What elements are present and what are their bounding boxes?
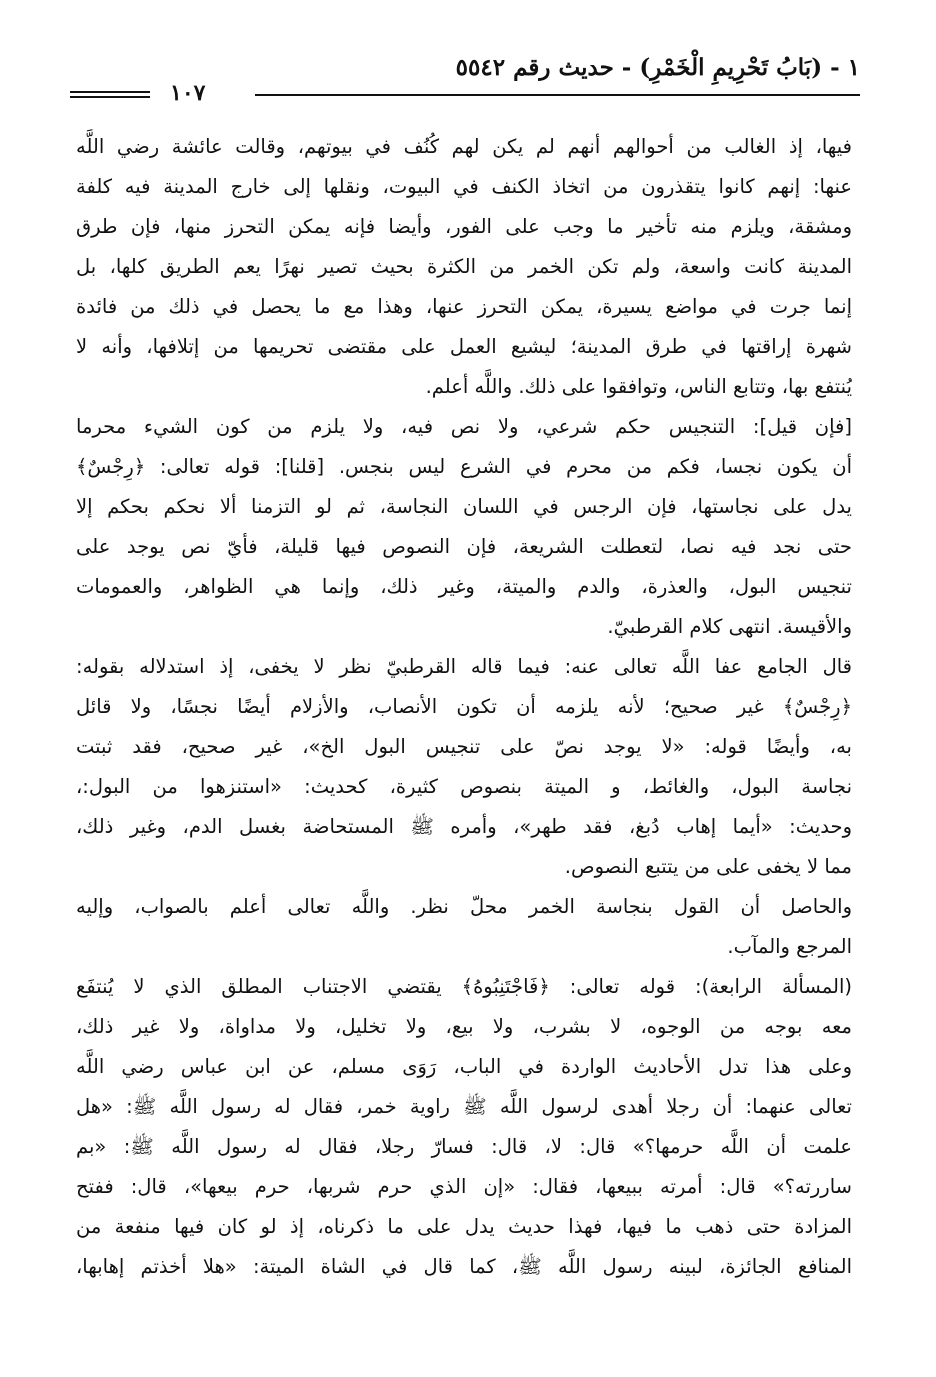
body-text [76,127,852,1287]
text-line: مما لا يخفى على من يتتبع النصوص. [564,855,852,878]
text-line: عنها: إنهم كانوا يتقذرون من اتخاذ الكنف في البيوت، ونقلها إلى خارج المدينة فيه كلفة [76,175,852,198]
page-number-rule-top [70,91,150,93]
text-line: المرجع والمآب. [727,935,852,958]
text-line: يُنتفع بها، وتتابع الناس، وتوافقوا على ذلك. واللَّه أعلم. [425,375,852,398]
header-rule [255,94,860,96]
text-line: ﴿رِجْسٌ﴾ غير صحيح؛ لأنه يلزمه أن تكون الأنصاب، والأزلام أيضًا نجسًا، ولا قائل [76,695,852,718]
text-line: معه بوجه من الوجوه، لا بشرب، ولا بيع، ولا تخليل، ولا مداواة، ولا غير ذلك، [76,1015,852,1038]
text-line: فيها، إذ الغالب من أحوالهم أنهم لم يكن لهم كُنُف في بيوتهم، وقالت عائشة رضي اللَّه [76,135,852,158]
text-line: المدينة كانت واسعة، ولم تكن الخمر من الكثرة بحيث تصير نهرًا يعم الطريق كلها، بل [76,255,852,278]
page-header [70,54,860,106]
text-line: والأقيسة. انتهى كلام القرطبيّ. [607,615,852,638]
text-line: إنما جرت في مواضع يسيرة، يمكن التحرز عنها، وهذا مع ما يحصل في ذلك من فائدة [76,295,852,318]
page-number-rule-bottom [70,96,150,98]
text-line: المنافع الجائزة، لبينه رسول اللَّه ﷺ، كما قال في الشاة الميتة: «هلا أخذتم إهابها، [76,1255,852,1278]
text-line: ساررته؟» قال: أمرته ببيعها، فقال: «إن الذي حرم شربها، حرم بيعها»، قال: ففتح [76,1175,852,1198]
text-line: تنجيس البول، والعذرة، والدم والميتة، وغير ذلك، وإنما هي الظواهر، والعمومات [76,575,852,598]
text-line: ومشقة، ويلزم منه تأخير ما وجب على الفور، وأيضا فإنه يمكن التحرز منها، فإن طرق [76,215,852,238]
text-line: تعالى عنهما: أن رجلا أهدى لرسول اللَّه ﷺ راوية خمر، فقال له رسول اللَّه ﷺ: «هل [76,1095,852,1118]
text-line: قال الجامع عفا اللَّه تعالى عنه: فيما قاله القرطبيّ نظر لا يخفى، إذ استدلاله بقوله: [76,655,852,678]
text-line: المزادة حتى ذهب ما فيها، فهذا حديث يدل على ما ذكرناه، إذ لو كان فيها منفعة من [76,1215,852,1238]
text-line: وحديث: «أيما إهاب دُبغ، فقد طهر»، وأمره ﷺ المستحاضة بغسل الدم، وغير ذلك، [76,815,852,838]
text-line: علمت أن اللَّه حرمها؟» قال: لا، قال: فسارّ رجلا، فقال له رسول اللَّه ﷺ: «بم [76,1135,852,1158]
text-line: أن يكون نجسا، فكم من محرم في الشرع ليس بنجس. [قلنا]: قوله تعالى: ﴿رِجْسٌ﴾ [76,455,852,478]
text-line: شهرة إراقتها في طرق المدينة؛ ليشيع العمل على مقتضى تحريمها من إتلافها، وأنه لا [76,335,852,358]
text-line: [فإن قيل]: التنجيس حكم شرعي، ولا نص فيه، ولا يلزم من كون الشيء محرما [76,415,852,438]
text-line: والحاصل أن القول بنجاسة الخمر محلّ نظر. واللَّه تعالى أعلم بالصواب، وإليه [76,895,852,918]
text-line: حتى نجد فيه نصا، لتعطلت الشريعة، فإن النصوص فيها قليلة، فأيّ نص يوجد على [76,535,852,558]
page-number: ١٠٧ [170,80,206,106]
text-line: نجاسة البول، والغائط، و الميتة بنصوص كثيرة، كحديث: «استنزهوا من البول:، [76,775,852,798]
text-line: وعلى هذا تدل الأحاديث الواردة في الباب، رَوَى مسلم، عن ابن عباس رضي اللَّه [76,1055,852,1078]
text-line: (المسألة الرابعة): قوله تعالى: ﴿فَاجْتَنِبُوهُ﴾ يقتضي الاجتناب المطلق الذي لا يُنتفَع [76,975,852,998]
running-title: ١ - (بَابُ تَحْرِيمِ الْخَمْرِ) - حديث رقم ٥٥٤٢ [455,54,860,81]
text-line: يدل على نجاستها، فإن الرجس في اللسان النجاسة، ثم لو التزمنا ألا نحكم بحكم إلا [76,495,852,518]
text-line: به، وأيضًا قوله: «لا يوجد نصّ على تنجيس البول الخ»، غير صحيح، فقد ثبتت [76,735,852,758]
